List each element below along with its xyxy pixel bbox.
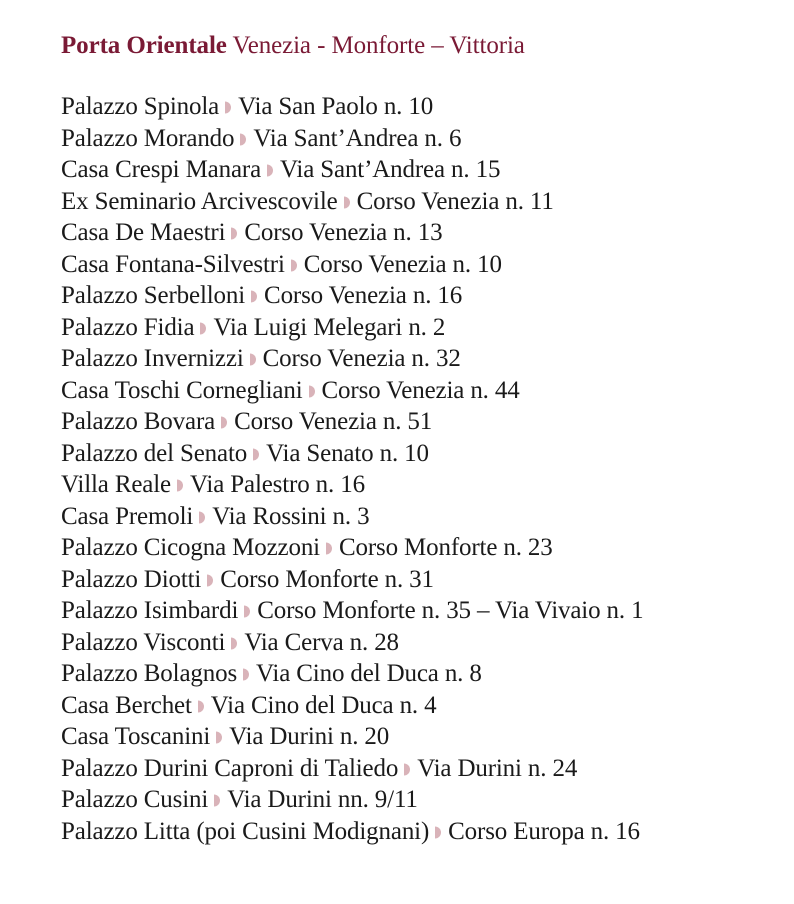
list-item bbox=[61, 595, 643, 627]
list-item bbox=[61, 753, 643, 785]
list-item bbox=[61, 784, 643, 816]
building-address: Via Cino del Duca n. 4 bbox=[210, 691, 437, 719]
list-item bbox=[61, 217, 643, 249]
building-name: Palazzo Visconti bbox=[61, 628, 226, 656]
building-address: Via Cino del Duca n. 8 bbox=[256, 660, 482, 687]
building-name: Palazzo Invernizzi bbox=[61, 345, 244, 372]
half-circle-bullet-icon bbox=[230, 227, 238, 240]
building-address: Corso Venezia n. 13 bbox=[244, 219, 443, 246]
building-name: Palazzo Fidia bbox=[61, 313, 195, 341]
building-name: Palazzo Isimbardi bbox=[61, 597, 239, 624]
building-address: Corso Monforte n. 23 bbox=[338, 534, 553, 561]
half-circle-bullet-icon bbox=[266, 164, 274, 177]
building-address: Corso Venezia n. 11 bbox=[356, 187, 554, 215]
list-item bbox=[61, 406, 643, 438]
half-circle-bullet-icon bbox=[250, 290, 258, 303]
building-name: Casa Toscanini bbox=[61, 723, 211, 750]
building-address: Via Sant’Andrea n. 6 bbox=[253, 124, 462, 152]
building-address: Via Cerva n. 28 bbox=[244, 628, 399, 656]
document-page bbox=[61, 28, 781, 845]
building-address: Corso Monforte n. 31 bbox=[220, 565, 434, 593]
building-name: Palazzo Spinola bbox=[61, 93, 220, 120]
list-item bbox=[61, 690, 643, 722]
building-address: Via Durini n. 24 bbox=[417, 754, 578, 782]
building-address: Corso Monforte n. 35 – Via Vivaio n. 1 bbox=[257, 597, 644, 624]
list-item bbox=[61, 721, 643, 753]
half-circle-bullet-icon bbox=[220, 416, 228, 429]
heading-district: Porta Orientale bbox=[61, 32, 227, 59]
heading-areas: Venezia - Monforte – Vittoria bbox=[232, 32, 525, 59]
building-address: Corso Venezia n. 10 bbox=[303, 250, 502, 278]
building-address: Via Rossini n. 3 bbox=[212, 502, 370, 530]
list-item bbox=[61, 532, 643, 564]
building-name: Casa De Maestri bbox=[61, 219, 226, 246]
building-name: Palazzo Cusini bbox=[61, 786, 209, 813]
building-name: Casa Toschi Cornegliani bbox=[61, 376, 303, 404]
building-name: Casa Fontana-Silvestri bbox=[61, 250, 285, 278]
building-address: Corso Venezia n. 16 bbox=[264, 282, 463, 309]
half-circle-bullet-icon bbox=[239, 133, 247, 146]
building-address: Corso Venezia n. 44 bbox=[321, 376, 520, 404]
building-name: Palazzo Bovara bbox=[61, 408, 216, 435]
half-circle-bullet-icon bbox=[434, 826, 442, 839]
building-name: Palazzo del Senato bbox=[61, 439, 248, 467]
section-heading bbox=[61, 28, 781, 64]
building-address: Via Senato n. 10 bbox=[266, 439, 429, 467]
building-address: Via Durini nn. 9/11 bbox=[227, 786, 418, 813]
building-address: Via Palestro n. 16 bbox=[190, 471, 365, 498]
building-address: Via San Paolo n. 10 bbox=[238, 93, 434, 120]
half-circle-bullet-icon bbox=[308, 385, 316, 398]
building-name: Palazzo Cicogna Mozzoni bbox=[61, 534, 320, 561]
building-address: Corso Venezia n. 32 bbox=[262, 345, 461, 372]
half-circle-bullet-icon bbox=[343, 196, 351, 209]
building-list bbox=[61, 91, 643, 847]
building-name: Casa Premoli bbox=[61, 502, 194, 530]
half-circle-bullet-icon bbox=[176, 479, 184, 492]
half-circle-bullet-icon bbox=[403, 763, 411, 776]
list-item bbox=[61, 658, 643, 690]
list-item bbox=[61, 154, 643, 186]
list-item bbox=[61, 343, 643, 375]
half-circle-bullet-icon bbox=[242, 668, 250, 681]
list-item bbox=[61, 501, 643, 533]
building-name: Palazzo Morando bbox=[61, 124, 235, 152]
list-item bbox=[61, 280, 643, 312]
list-item bbox=[61, 375, 643, 407]
building-name: Casa Berchet bbox=[61, 691, 192, 719]
building-address: Via Durini n. 20 bbox=[229, 723, 390, 750]
half-circle-bullet-icon bbox=[215, 731, 223, 744]
building-name: Villa Reale bbox=[61, 471, 171, 498]
list-item bbox=[61, 91, 643, 123]
half-circle-bullet-icon bbox=[198, 511, 206, 524]
half-circle-bullet-icon bbox=[199, 322, 207, 335]
list-item bbox=[61, 123, 643, 155]
list-item bbox=[61, 627, 643, 659]
list-item bbox=[61, 469, 643, 501]
half-circle-bullet-icon bbox=[213, 794, 221, 807]
list-item bbox=[61, 816, 643, 848]
building-name: Palazzo Serbelloni bbox=[61, 282, 246, 309]
building-name: Palazzo Durini Caproni di Taliedo bbox=[61, 754, 399, 782]
half-circle-bullet-icon bbox=[206, 574, 214, 587]
list-item bbox=[61, 249, 643, 281]
half-circle-bullet-icon bbox=[252, 448, 260, 461]
half-circle-bullet-icon bbox=[325, 542, 333, 555]
building-address: Corso Europa n. 16 bbox=[448, 817, 640, 845]
half-circle-bullet-icon bbox=[249, 353, 257, 366]
building-address: Via Sant’Andrea n. 15 bbox=[280, 156, 501, 183]
half-circle-bullet-icon bbox=[230, 637, 238, 650]
list-item bbox=[61, 186, 643, 218]
building-name: Casa Crespi Manara bbox=[61, 156, 262, 183]
building-name: Palazzo Litta (poi Cusini Modignani) bbox=[61, 817, 430, 845]
list-item bbox=[61, 564, 643, 596]
building-name: Ex Seminario Arcivescovile bbox=[61, 187, 338, 215]
building-address: Corso Venezia n. 51 bbox=[234, 408, 433, 435]
building-address: Via Luigi Melegari n. 2 bbox=[213, 313, 446, 341]
half-circle-bullet-icon bbox=[243, 605, 251, 618]
list-item bbox=[61, 312, 643, 344]
building-name: Palazzo Bolagnos bbox=[61, 660, 238, 687]
building-name: Palazzo Diotti bbox=[61, 565, 202, 593]
half-circle-bullet-icon bbox=[224, 101, 232, 114]
list-item bbox=[61, 438, 643, 470]
half-circle-bullet-icon bbox=[290, 259, 298, 272]
half-circle-bullet-icon bbox=[197, 700, 205, 713]
